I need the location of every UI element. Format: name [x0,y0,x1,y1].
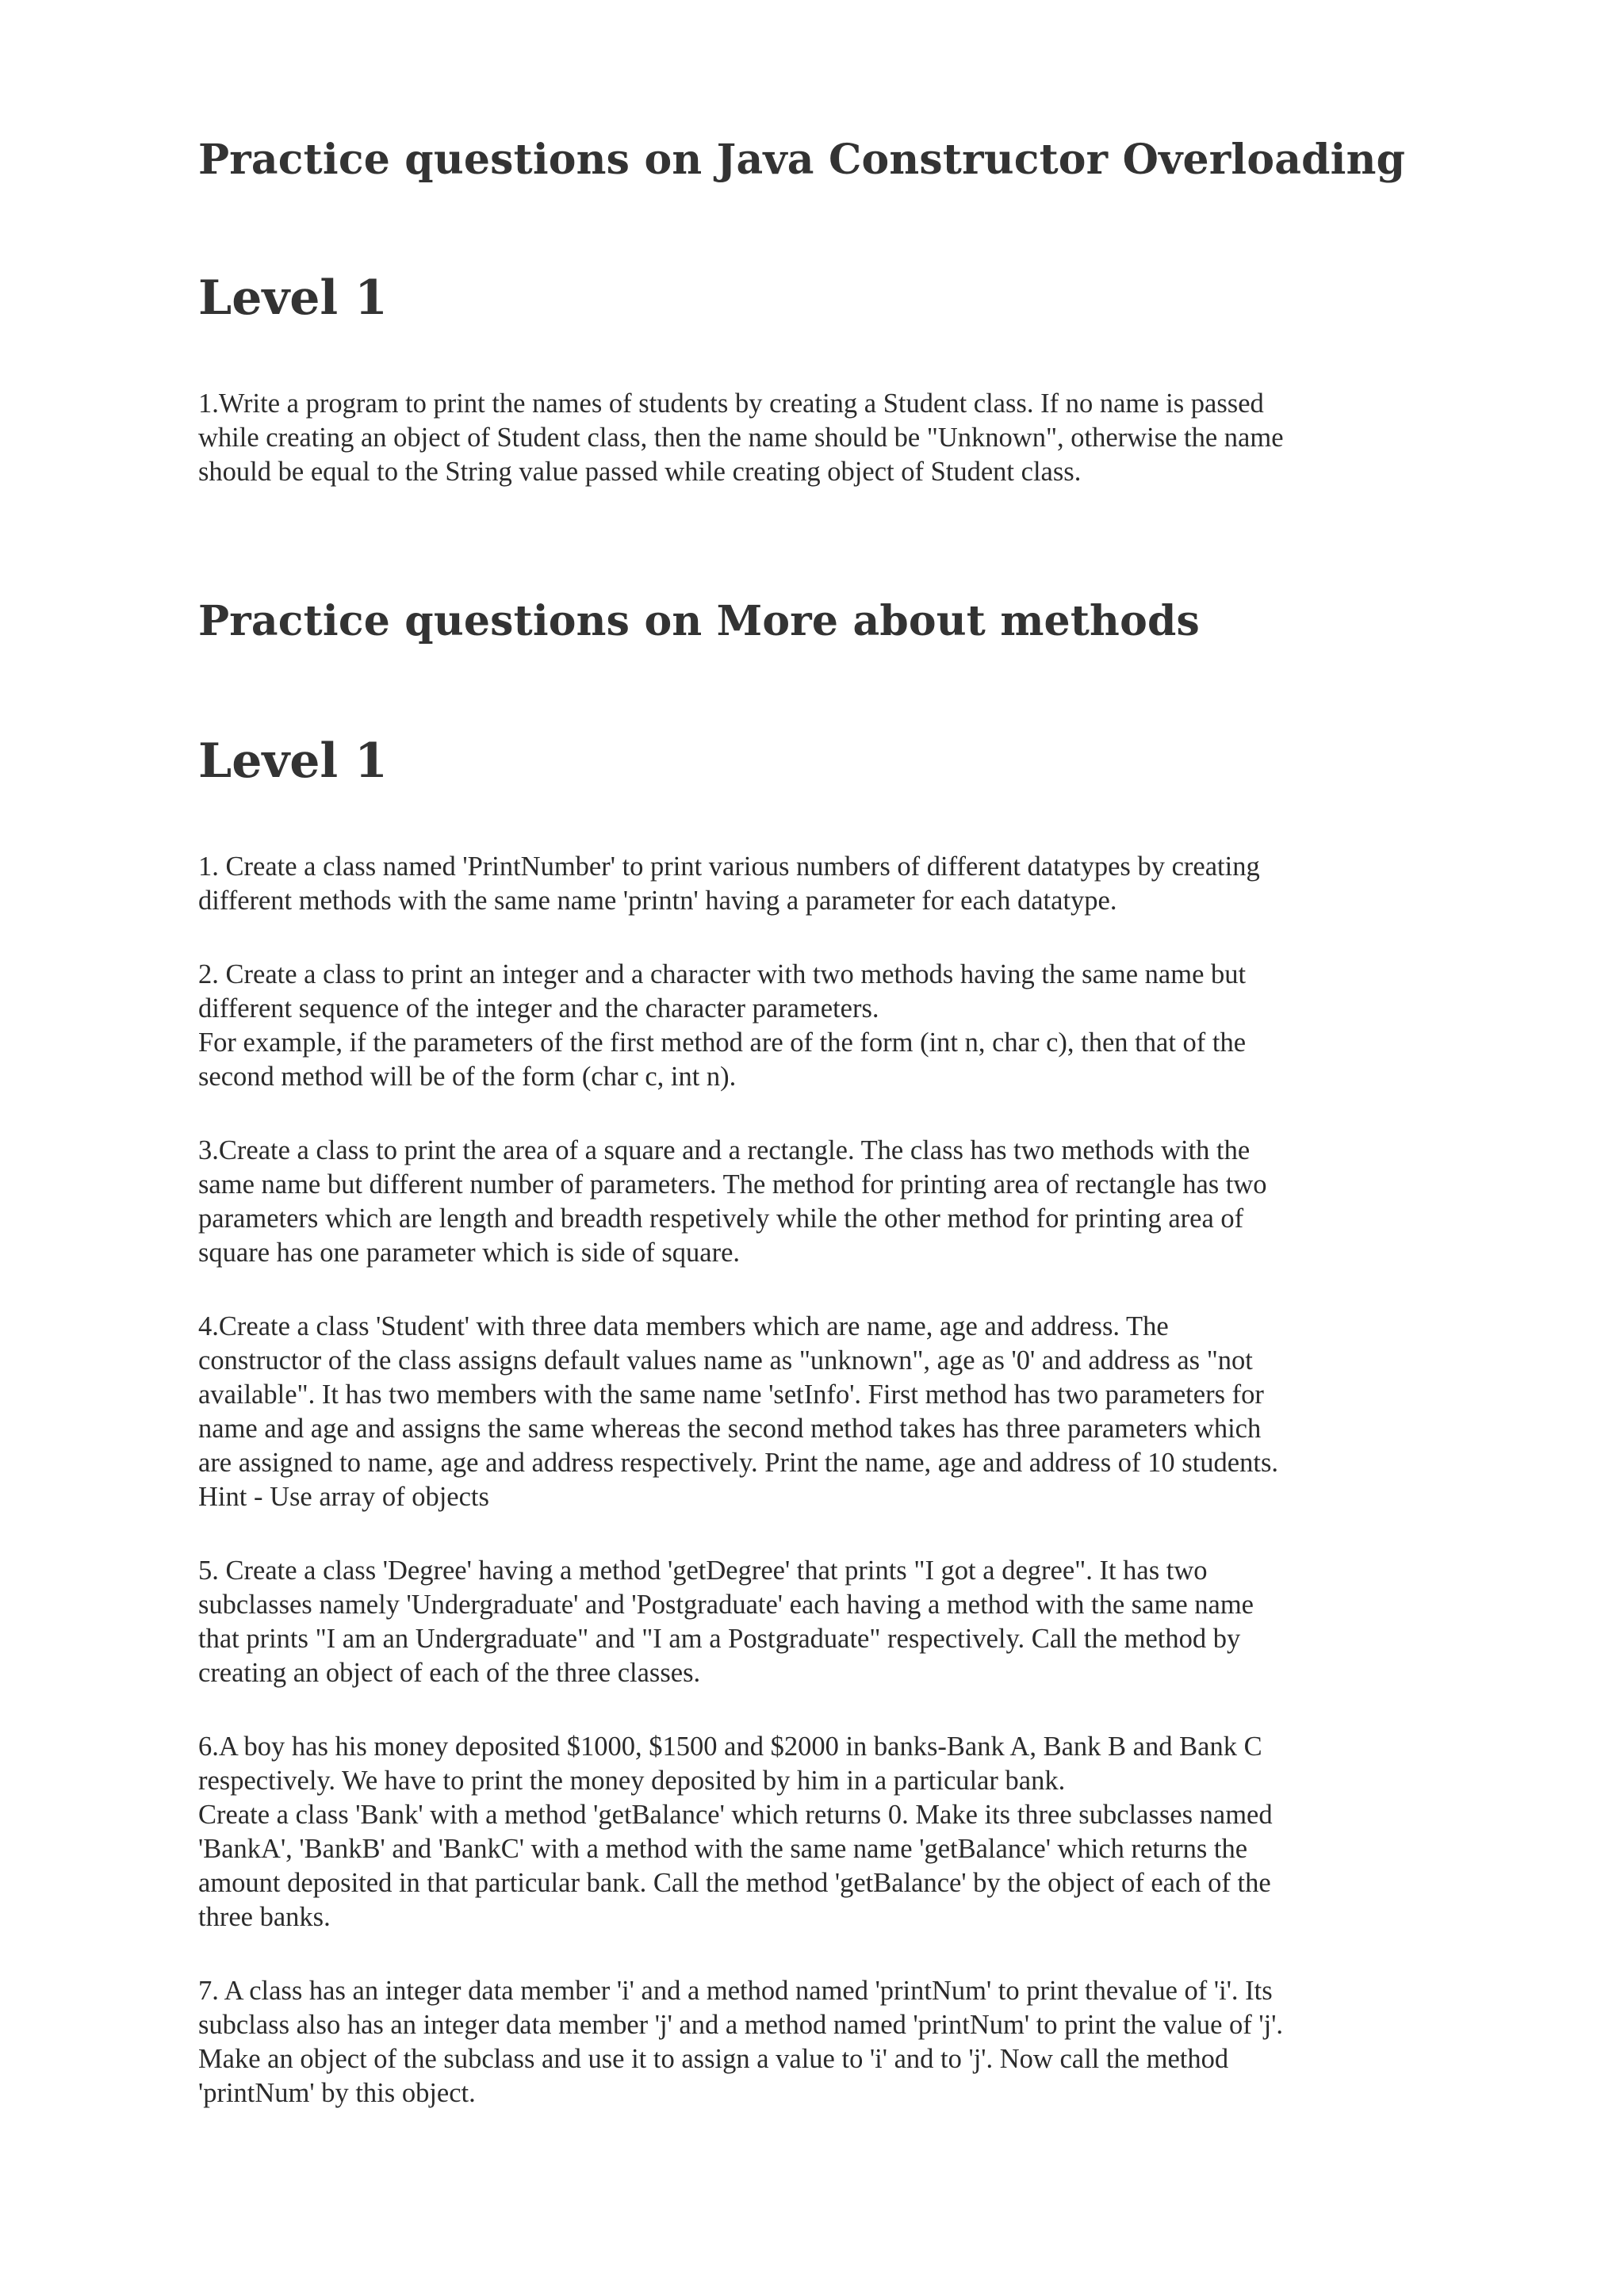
question-line: square has one parameter which is side of square. [198,1238,741,1268]
question-line: amount deposited in that particular bank. Call the method 'getBalance' by the object of each of the [198,1868,1271,1898]
question-1 [198,850,1435,918]
section-title-more-about-methods: Practice questions on More about methods [198,597,1200,645]
question-3 [198,1134,1435,1270]
question-line: 2. Create a class to print an integer and a character with two methods having the same name but [198,959,1247,989]
question-line: same name but different number of parameters. The method for printing area of rectangle has two [198,1169,1267,1200]
question-2 [198,958,1435,1094]
level-heading: Level 1 [198,733,388,789]
question-line: parameters which are length and breadth respetively while the other method for printing area of [198,1203,1244,1234]
question-line: 'BankA', 'BankB' and 'BankC' with a method with the same name 'getBalance' which returns the [198,1834,1248,1864]
question-line: 6.A boy has his money deposited $1000, $1500 and $2000 in banks-Bank A, Bank B and Bank C [198,1732,1262,1762]
question-line: three banks. [198,1902,331,1932]
question-line: subclass also has an integer data member 'j' and a method named 'printNum' to print the value of 'j'. [198,2010,1284,2040]
question-line: 1.Write a program to print the names of students by creating a Student class. If no name is passed [198,388,1264,419]
question-7 [198,1974,1435,2110]
question-line: are assigned to name, age and address respectively. Print the name, age and address of 10 students. [198,1448,1278,1478]
question-line: Make an object of the subclass and use it to assign a value to 'i' and to 'j'. Now call the method [198,2044,1229,2074]
question-line: Create a class 'Bank' with a method 'getBalance' which returns 0. Make its three subclasses named [198,1800,1273,1830]
question-line: second method will be of the form (char c, int n). [198,1062,737,1092]
question-line: 7. A class has an integer data member 'i' and a method named 'printNum' to print thevalue of 'i'. Its [198,1976,1273,2006]
question-line: subclasses namely 'Undergraduate' and 'Postgraduate' each having a method with the same name [198,1590,1254,1620]
question-line: should be equal to the String value passed while creating object of Student class. [198,457,1082,487]
question-4 [198,1310,1435,1514]
question-line: 'printNum' by this object. [198,2078,476,2108]
question-line: constructor of the class assigns default values name as "unknown", age as '0' and address as "not [198,1345,1253,1376]
question-line: Hint - Use array of objects [198,1482,489,1512]
section-title-constructor-overloading: Practice questions on Java Constructor Overloading [198,136,1406,184]
question-line: available". It has two members with the same name 'setInfo'. First method has two parameters for [198,1380,1264,1410]
question-5 [198,1554,1435,1690]
question-line: 5. Create a class 'Degree' having a method 'getDegree' that prints "I got a degree". It has two [198,1556,1208,1586]
question-1 [198,387,1435,489]
question-line: different sequence of the integer and the character parameters. [198,993,879,1024]
level-heading: Level 1 [198,270,388,326]
question-line: For example, if the parameters of the first method are of the form (int n, char c), then that of the [198,1027,1247,1058]
question-line: different methods with the same name 'printn' having a parameter for each datatype. [198,886,1117,916]
question-line: while creating an object of Student class, then the name should be "Unknown", otherwise the name [198,423,1284,453]
question-line: 4.Create a class 'Student' with three data members which are name, age and address. The [198,1311,1169,1341]
question-line: that prints "I am an Undergraduate" and "I am a Postgraduate" respectively. Call the method by [198,1624,1241,1654]
question-line: 3.Create a class to print the area of a square and a rectangle. The class has two methods with the [198,1135,1251,1165]
question-line: creating an object of each of the three classes. [198,1658,701,1688]
question-line: name and age and assigns the same whereas the second method takes has three parameters which [198,1414,1262,1444]
question-line: 1. Create a class named 'PrintNumber' to print various numbers of different datatypes by creating [198,851,1260,882]
question-6 [198,1730,1435,1934]
question-line: respectively. We have to print the money deposited by him in a particular bank. [198,1766,1066,1796]
